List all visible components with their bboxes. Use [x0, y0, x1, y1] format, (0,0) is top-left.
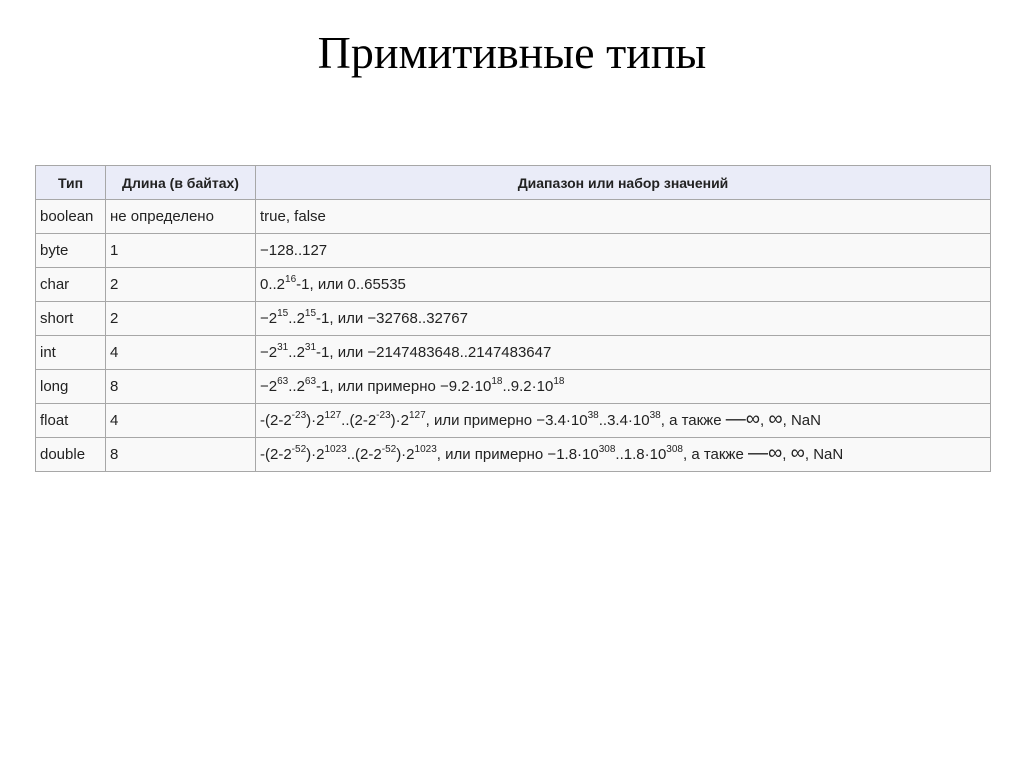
- range-text: )·2: [396, 446, 415, 463]
- range-text: -1, или 0..65535: [296, 276, 406, 293]
- range-text: , или примерно −3.4·10: [425, 412, 588, 429]
- size-cell: 4: [106, 336, 256, 370]
- range-cell: [256, 234, 991, 268]
- type-cell: int: [36, 336, 106, 370]
- exponent: 31: [277, 342, 289, 353]
- range-cell: [256, 302, 991, 336]
- exponent: 15: [277, 308, 289, 319]
- range-cell: [256, 404, 991, 438]
- exponent: 1023: [414, 444, 437, 455]
- table-row: [36, 404, 991, 438]
- exponent: 18: [491, 376, 503, 387]
- size-cell: не определено: [106, 200, 256, 234]
- range-text: −2: [260, 378, 278, 395]
- exponent: -23: [376, 410, 391, 421]
- range-cell: [256, 370, 991, 404]
- table-row: [36, 438, 991, 472]
- range-text: ,: [760, 412, 769, 429]
- range-text: ,: [782, 446, 791, 463]
- exponent: -23: [291, 410, 307, 421]
- range-text: , а также: [682, 446, 748, 463]
- size-cell: 1: [106, 234, 256, 268]
- table-row: [36, 302, 991, 336]
- range-text: -1, или примерно −9.2·10: [316, 378, 492, 395]
- exponent: 308: [666, 444, 683, 455]
- type-cell: boolean: [36, 200, 106, 234]
- range-cell: [256, 336, 991, 370]
- size-cell: 8: [106, 370, 256, 404]
- size-cell: 4: [106, 404, 256, 438]
- range-text: ..2: [288, 310, 305, 327]
- exponent: -52: [381, 444, 397, 455]
- table-row: [36, 336, 991, 370]
- range-cell: [256, 438, 991, 472]
- range-text: -(2-2: [260, 446, 292, 463]
- range-text: 0..2: [260, 276, 286, 293]
- range-text: true, false: [260, 208, 326, 225]
- type-cell: double: [36, 438, 106, 472]
- exponent: 31: [304, 342, 317, 353]
- header-range: Диапазон или набор значений: [256, 166, 991, 200]
- exponent: 38: [587, 410, 599, 421]
- infinity-symbol: —∞: [725, 408, 760, 430]
- range-text: ..9.2·10: [502, 378, 554, 395]
- range-text: ..2: [288, 344, 305, 361]
- size-cell: 2: [106, 302, 256, 336]
- size-cell: 8: [106, 438, 256, 472]
- range-text: −2: [260, 344, 278, 361]
- type-cell: byte: [36, 234, 106, 268]
- range-text: )·2: [390, 412, 409, 429]
- range-text: ..2: [288, 378, 305, 395]
- type-cell: short: [36, 302, 106, 336]
- table-header-row: [36, 166, 991, 200]
- range-text: , NaN: [804, 446, 844, 463]
- exponent: 308: [598, 444, 616, 455]
- exponent: 18: [553, 376, 565, 387]
- range-cell: [256, 268, 991, 302]
- type-cell: float: [36, 404, 106, 438]
- range-text: )·2: [306, 446, 325, 463]
- exponent: 63: [277, 376, 289, 387]
- exponent: 16: [285, 274, 297, 285]
- exponent: 127: [324, 410, 342, 421]
- range-text: , NaN: [782, 412, 821, 429]
- infinity-symbol: —∞: [747, 442, 783, 464]
- range-text: −2: [260, 310, 278, 327]
- table-row: [36, 268, 991, 302]
- range-text: −128..127: [260, 242, 328, 259]
- type-cell: long: [36, 370, 106, 404]
- range-text: , а также: [660, 412, 726, 429]
- table-row: [36, 370, 991, 404]
- range-text: )·2: [306, 412, 325, 429]
- range-text: -1, или −32768..32767: [316, 310, 468, 327]
- range-text: ..3.4·10: [598, 412, 650, 429]
- exponent: -52: [291, 444, 307, 455]
- range-text: ..(2-2: [341, 412, 377, 429]
- exponent: 38: [649, 410, 661, 421]
- slide-title: Примитивные типы: [317, 27, 707, 78]
- size-cell: 2: [106, 268, 256, 302]
- exponent: 15: [304, 308, 317, 319]
- header-size: Длина (в байтах): [106, 166, 256, 200]
- table-row: [36, 234, 991, 268]
- header-type: Тип: [36, 166, 106, 200]
- range-text: ..1.8·10: [615, 446, 667, 463]
- table-body: [36, 200, 991, 472]
- type-cell: char: [36, 268, 106, 302]
- infinity-symbol: ∞: [768, 408, 783, 430]
- range-cell: [256, 200, 991, 234]
- range-text: , или примерно −1.8·10: [436, 446, 599, 463]
- primitive-types-table: [35, 165, 991, 472]
- range-text: ..(2-2: [346, 446, 382, 463]
- table-row: [36, 200, 991, 234]
- exponent: 1023: [324, 444, 347, 455]
- exponent: 63: [304, 376, 317, 387]
- exponent: 127: [408, 410, 426, 421]
- range-text: -1, или −2147483648..2147483647: [316, 344, 552, 361]
- infinity-symbol: ∞: [790, 442, 805, 464]
- range-text: -(2-2: [260, 412, 292, 429]
